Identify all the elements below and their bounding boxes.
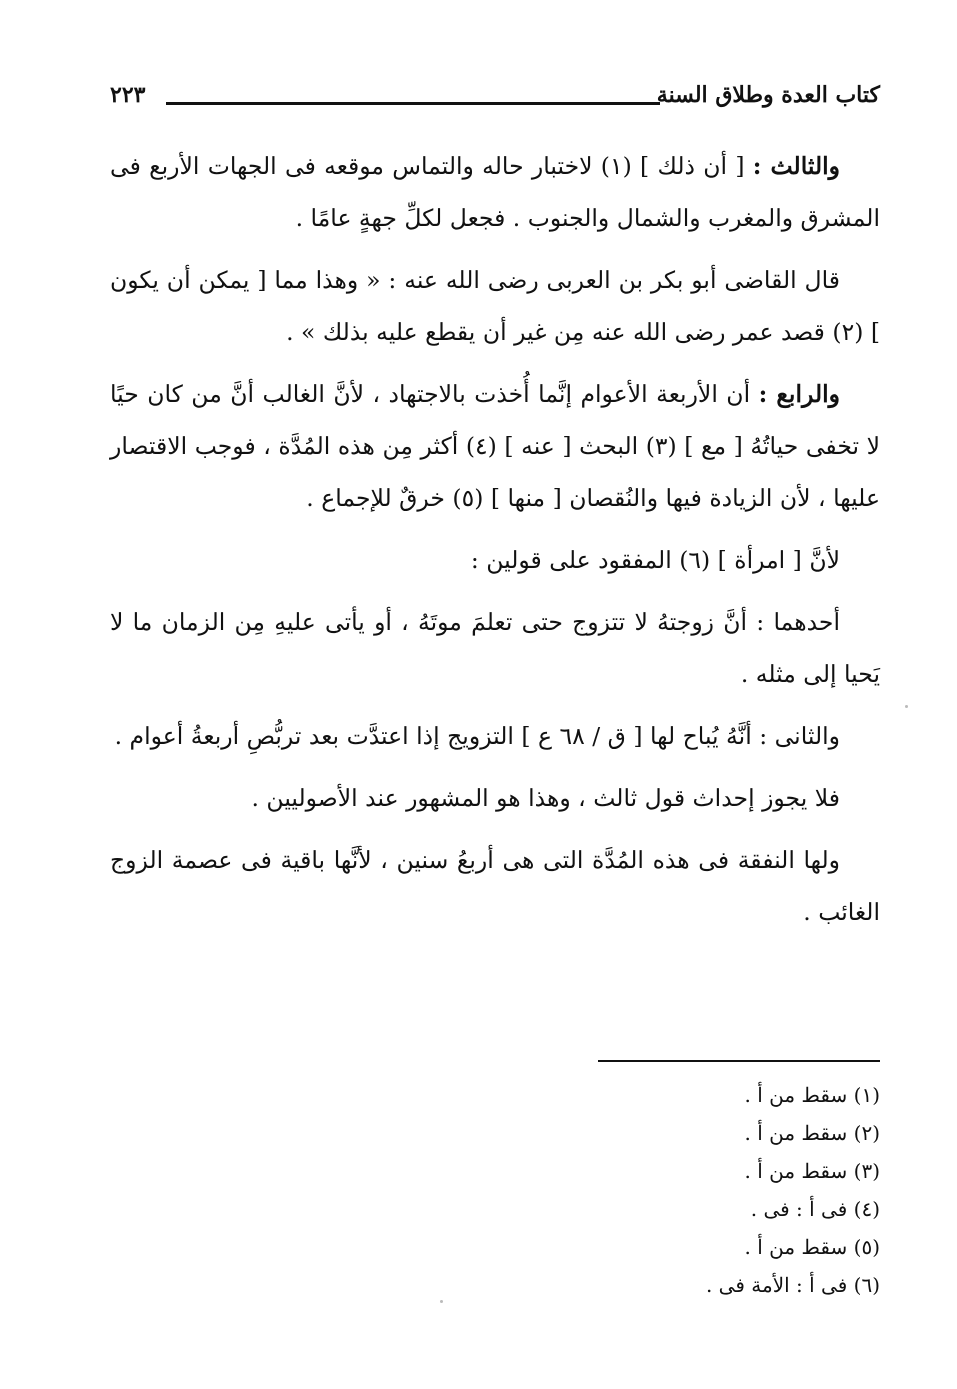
main-text — [110, 140, 880, 948]
footnote-rule — [598, 1060, 880, 1062]
paragraph-second-opinion — [110, 710, 880, 762]
paragraph-lead: والثالث : — [752, 152, 840, 180]
header-rule — [166, 102, 660, 105]
book-title: كتاب العدة وطلاق السنة — [656, 82, 880, 108]
footnote-item: (٦) فى أ : الأمة فى . — [705, 1273, 880, 1297]
footnotes — [110, 1076, 880, 1304]
paragraph-text: أن الأربعة الأعوام إنَّما أُخذت بالاجتهاد ، لأنَّ الغالب أنَّ من كان حيًا لا تخفى حياتُهُ [ مع ] (٣) البحث [ عنه ] (٤) أكثر مِن هذه المُدَّة ، فوجب الاقتصار عليها ، لأن الزيادة فيها والنُقصان [ منها ] (٥) خرقٌ للإجماع . — [110, 380, 880, 512]
footnote-item: (٣) سقط من أ . — [744, 1159, 880, 1183]
paragraph-text: أحدهما : أنَّ زوجتهُ لا تتزوج حتى تعلمَ موتَهُ ، أو يأتى عليهِ مِن الزمان ما لا يَحيا إلى مثله . — [110, 608, 880, 688]
footnote-item: (٥) سقط من أ . — [744, 1235, 880, 1259]
page-number: ٢٢٣ — [110, 82, 146, 108]
paragraph-text: والثانى : أنَّهُ يُباح لها [ ق / ٦٨ ع ] التزويج إذا اعتدَّت بعد تربُّصِ أربعةُ أعوام . — [114, 722, 840, 750]
paragraph-qadi-quote — [110, 254, 880, 358]
running-header — [110, 82, 880, 118]
paragraph-fourth — [110, 368, 880, 524]
paragraph-maintenance — [110, 834, 880, 938]
paragraph-text: فلا يجوز إحداث قول ثالث ، وهذا هو المشهور عند الأصوليين . — [251, 784, 840, 812]
paragraph-no-third-opinion — [110, 772, 880, 824]
scan-speck — [440, 1300, 443, 1303]
paragraph-third — [110, 140, 880, 244]
footnote-item: (٤) فى أ : فى . — [750, 1197, 880, 1221]
paragraph-first-opinion — [110, 596, 880, 700]
paragraph-lead: والرابع : — [758, 380, 840, 408]
paragraph-text: قال القاضى أبو بكر بن العربى رضى الله عنه : « وهذا مما [ يمكن أن يكون ] (٢) قصد عمر رضى الله عنه مِن غير أن يقطع عليه بذلك » . — [110, 266, 880, 346]
paragraph-text: [ أن ذلك ] (١) لاختبار حاله والتماس موقعه فى الجهات الأربع فى المشرق والمغرب والشمال والجنوب . فجعل لكلِّ جهةٍ عامًا . — [110, 152, 880, 232]
paragraph-text: ولها النفقة فى هذه المُدَّة التى هى أربعُ سنين ، لأنَّها باقية فى عصمة الزوج الغائب . — [110, 846, 880, 926]
footnote-item: (١) سقط من أ . — [744, 1083, 880, 1107]
paragraph-two-opinions — [110, 534, 880, 586]
book-page — [110, 70, 880, 1330]
paragraph-text: لأنَّ [ امرأة ] (٦) المفقود على قولين : — [470, 546, 840, 574]
scan-speck — [905, 705, 908, 708]
footnote-item: (٢) سقط من أ . — [744, 1121, 880, 1145]
